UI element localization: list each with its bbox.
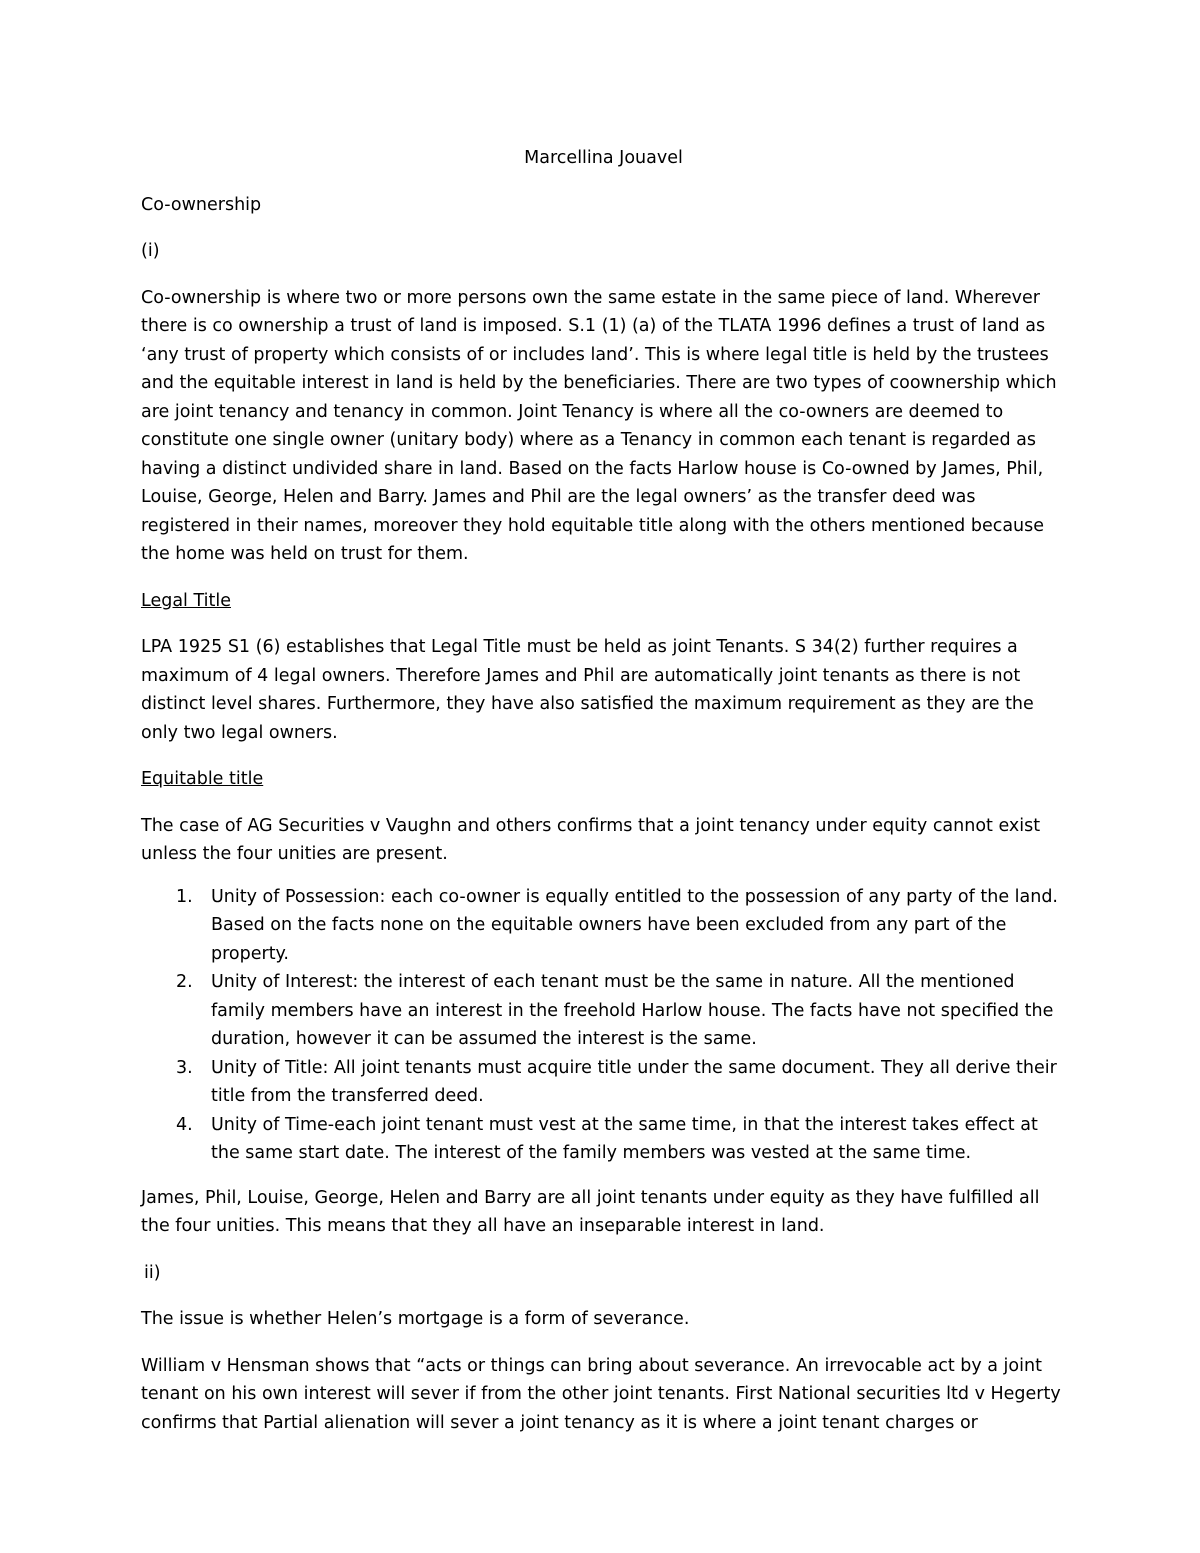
list-item-text: Unity of Possession: each co-owner is equally entitled to the possession of any party of the land. Based on the facts none on the equitable owners have been excluded from any part of the property. — [211, 886, 1058, 964]
unities-list — [141, 883, 1066, 1168]
document-body — [141, 144, 1066, 1455]
list-item-number: 2. — [176, 972, 193, 992]
equitable-title-heading: Equitable title — [141, 769, 264, 789]
list-item-number: 3. — [176, 1057, 193, 1078]
issue-paragraph: The issue is whether Helen’s mortgage is a form of severance. — [141, 1309, 690, 1329]
list-item — [176, 1111, 1066, 1168]
equitable-title-paragraph: The case of AG Securities v Vaughn and others confirms that a joint tenancy under equity cannot exist unless the four unities are present. — [141, 815, 1041, 864]
conclusion-paragraph: James, Phil, Louise, George, Helen and Barry are all joint tenants under equity as they have fulfilled all the four unities. This means that they all have an inseparable interest in land. — [141, 1187, 1040, 1236]
list-item-number: 4. — [176, 1114, 193, 1135]
legal-title-heading: Legal Title — [141, 590, 231, 611]
list-item — [176, 1054, 1066, 1111]
legal-title-paragraph: LPA 1925 S1 (6) establishes that Legal Title must be held as joint Tenants. S 34(2) further requires a maximum of 4 legal owners. Therefore James and Phil are automatically joint tenants as there is not distinct level shares. Furthermore, they have also satisfied the maximum requirement as they are the only two legal owners. — [141, 637, 1034, 743]
severance-paragraph: William v Hensman shows that “acts or things can bring about severance. An irrevocable act by a joint tenant on his own interest will sever if from the other joint tenants. First National securities ltd v Hegerty confirms that Partial alienation will sever a joint tenancy as it is where a joint tenant charges or — [141, 1355, 1061, 1433]
part-one-label: (i) — [141, 241, 160, 261]
intro-paragraph: Co-ownership is where two or more persons own the same estate in the same piece of land. Wherever there is co ownership a trust of land is imposed. S.1 (1) (a) of the TLATA 1996 defines a trust of land as ‘any trust of property which consists of or includes land’. This is where legal title is held by the trustees and the equitable interest in land is held by the beneficiaries. There are two types of coownership which are joint tenancy and tenancy in common. Joint Tenancy is where all the co-owners are deemed to constitute one single owner (unitary body) where as a Tenancy in common each tenant is regarded as having a distinct undivided share in land. Based on the facts Harlow house is Co-owned by James, Phil, Louise, George, Helen and Barry. James and Phil are the legal owners’ as the transfer deed was registered in their names, moreover they hold equitable title along with the others mentioned because the home was held on trust for them. — [141, 287, 1057, 564]
list-item — [176, 883, 1066, 969]
list-item-number: 1. — [176, 886, 193, 907]
list-item-text: Unity of Time-each joint tenant must vest at the same time, in that the interest takes effect at the same start date. The interest of the family members was vested at the same time. — [211, 1114, 1038, 1163]
list-item-text: Unity of Interest: the interest of each tenant must be the same in nature. All the mentioned family members have an interest in the freehold Harlow house. The facts have not specified the duration, however it can be assumed the interest is the same. — [211, 972, 1054, 1049]
author-name: Marcellina Jouavel — [524, 148, 683, 168]
list-item-text: Unity of Title: All joint tenants must acquire title under the same document. They all derive their title from the transferred deed. — [211, 1057, 1057, 1106]
part-two-label: ii) — [144, 1262, 161, 1283]
document-heading: Co-ownership — [141, 194, 262, 215]
list-item — [176, 968, 1066, 1054]
